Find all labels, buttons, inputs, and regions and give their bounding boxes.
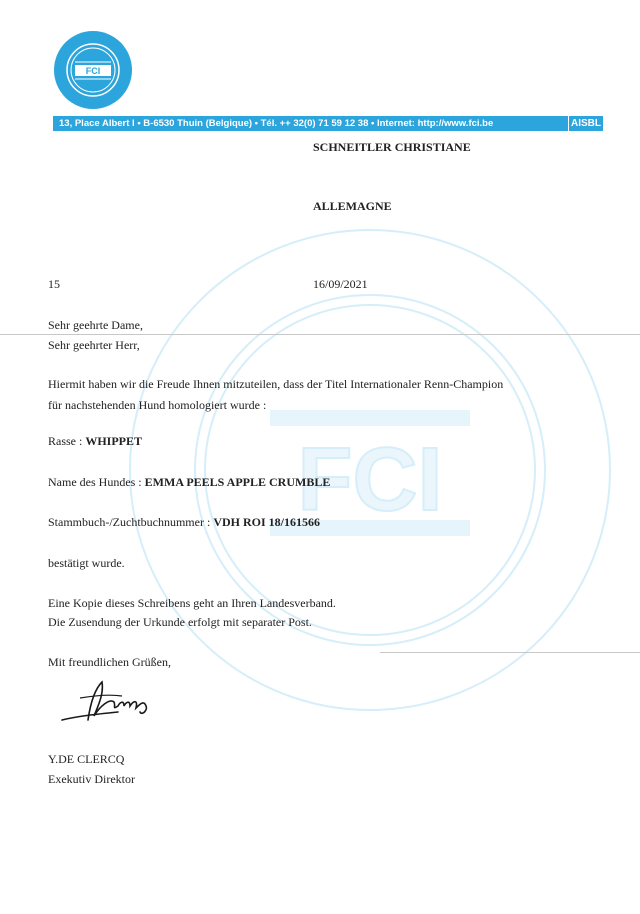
signatory-title: Exekutiv Direktor	[48, 772, 135, 786]
letter-date: 16/09/2021	[313, 277, 368, 291]
fci-logo	[53, 30, 133, 110]
signatory-name: Y.DE CLERCQ	[48, 752, 125, 766]
fci-watermark	[120, 220, 620, 720]
copy-notice-2: Die Zusendung der Urkunde erfolgt mit separater Post.	[48, 615, 312, 629]
studbook-line	[48, 515, 320, 530]
signature	[58, 676, 168, 726]
intro-line-2: für nachstehenden Hund homologiert wurde :	[48, 398, 267, 412]
confirmation-text: bestätigt wurde.	[48, 556, 125, 570]
dog-name-line	[48, 475, 330, 490]
closing-greeting: Mit freundlichen Grüßen,	[48, 655, 171, 669]
reference-number: 15	[48, 277, 60, 291]
dog-name-value: EMMA PEELS APPLE CRUMBLE	[144, 475, 331, 489]
breed-line	[48, 434, 142, 449]
salutation-female: Sehr geehrte Dame,	[48, 318, 143, 332]
address-bar: 13, Place Albert I • B-6530 Thuin (Belgique) • Tél. ++ 32(0) 71 59 12 38 • Internet: http://www.fci.be	[53, 116, 568, 131]
breed-value: WHIPPET	[85, 434, 143, 448]
studbook-label: Stammbuch-/Zuchtbuchnummer :	[48, 515, 214, 529]
breed-label: Rasse :	[48, 434, 86, 448]
copy-notice-1: Eine Kopie dieses Schreibens geht an Ihren Landesverband.	[48, 596, 336, 610]
salutation-male: Sehr geehrter Herr,	[48, 338, 140, 352]
logo-text: FCI	[85, 66, 101, 76]
svg-text:FCI: FCI	[297, 430, 443, 530]
intro-line-1: Hiermit haben wir die Freude Ihnen mitzuteilen, dass der Titel Internationaler Renn-Champion	[48, 377, 504, 391]
studbook-value: VDH ROI 18/161566	[213, 515, 320, 529]
dog-name-label: Name des Hundes :	[48, 475, 145, 489]
scan-line	[380, 652, 640, 653]
scan-line	[0, 334, 640, 335]
aisbl-badge: AISBL	[571, 118, 601, 129]
recipient-name: SCHNEITLER CHRISTIANE	[313, 140, 471, 154]
recipient-country: ALLEMAGNE	[313, 199, 392, 213]
